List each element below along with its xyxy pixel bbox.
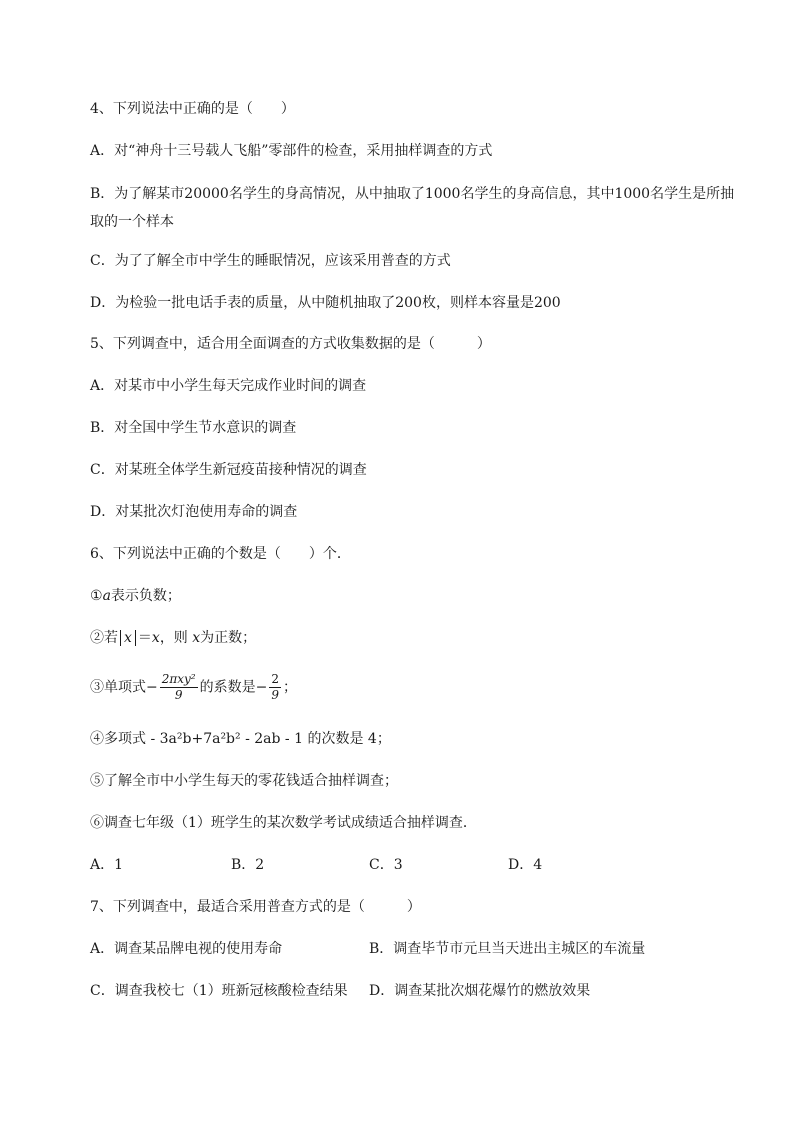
statement-2-text: 为正数； [200, 630, 257, 646]
coefficient-fraction [269, 672, 281, 703]
statement-1-text: 表示负数； [110, 588, 181, 604]
statement-2-middle: ，则 [159, 630, 193, 646]
question-7-option-a: A．调查某品牌电视的使用寿命 [90, 941, 283, 957]
question-7-option-b: B．调查毕节市元旦当天进出主城区的车流量 [369, 941, 646, 957]
statement-2-variable: x [151, 630, 160, 646]
question-6-option-c: C．3 [369, 857, 403, 873]
question-4-option-c: C．为了了解全市中学生的睡眠情况，应该采用普查的方式 [90, 253, 451, 269]
monomial-numerator: 2πxy² [161, 672, 196, 686]
question-4-option-b: B．为了解某市20000名学生的身高情况，从中抽取了1000名学生的身高信息，其中1000名学生是所抽取的一个样本 [90, 186, 735, 230]
question-6-option-b: B．2 [231, 857, 265, 873]
question-6-option-a: A．1 [90, 857, 124, 873]
question-6-statement-6: ⑥调查七年级（1）班学生的某次数学考试成绩适合抽样调查． [90, 815, 477, 831]
statement-2-equals: ＝ [137, 630, 152, 646]
question-5-option-a: A．对某市中小学生每天完成作业时间的调查 [90, 378, 367, 394]
question-4-option-d: D．为检验一批电话手表的质量，从中随机抽取了200枚，则样本容量是200 [90, 295, 561, 311]
question-6-statement-5: ⑤了解全市中小学生每天的零花钱适合抽样调查； [90, 773, 398, 789]
question-5-option-b: B．对全国中学生节水意识的调查 [90, 420, 297, 436]
statement-3-prefix: ③单项式− [90, 679, 158, 696]
question-6-stem: 6、下列说法中正确的个数是（ ）个． [90, 546, 351, 562]
statement-2-prefix: ②若 [90, 630, 118, 646]
coefficient-denominator: 9 [271, 688, 279, 702]
statement-1-variable: a [102, 588, 111, 604]
question-5-option-d: D．对某批次灯泡使用寿命的调查 [90, 504, 298, 520]
statement-1-marker: ① [90, 588, 103, 604]
question-6-statement-1 [90, 586, 181, 606]
question-6-option-d: D．4 [508, 857, 543, 873]
monomial-fraction [160, 672, 198, 703]
statement-2-absolute-value: x [120, 630, 136, 646]
question-5-option-c: C．对某班全体学生新冠疫苗接种情况的调查 [90, 462, 367, 478]
question-5-stem: 5、下列调查中，适合用全面调查的方式收集数据的是（ ） [90, 336, 491, 352]
question-6-statement-2 [90, 628, 256, 648]
statement-3-end: ； [283, 679, 297, 696]
question-6-statement-3 [90, 672, 297, 703]
question-7-stem: 7、下列调查中，最适合采用普查方式的是（ ） [90, 899, 421, 915]
coefficient-numerator: 2 [271, 672, 279, 686]
monomial-denominator: 9 [174, 688, 183, 702]
question-4-option-a: A．对“神舟十三号载人飞船”零部件的检查，采用抽样调查的方式 [90, 143, 493, 159]
question-6-statement-4: ④多项式 - 3a²b+7a²b² - 2ab - 1 的次数是 4； [90, 731, 391, 747]
statement-2-variable-2: x [192, 630, 201, 646]
question-7-option-c: C．调查我校七（1）班新冠核酸检查结果 [90, 983, 348, 999]
question-4-stem: 4、下列说法中正确的是（ ） [90, 101, 295, 117]
question-7-option-d: D．调查某批次烟花爆竹的燃放效果 [369, 983, 591, 999]
statement-3-middle: 的系数是− [199, 679, 268, 696]
